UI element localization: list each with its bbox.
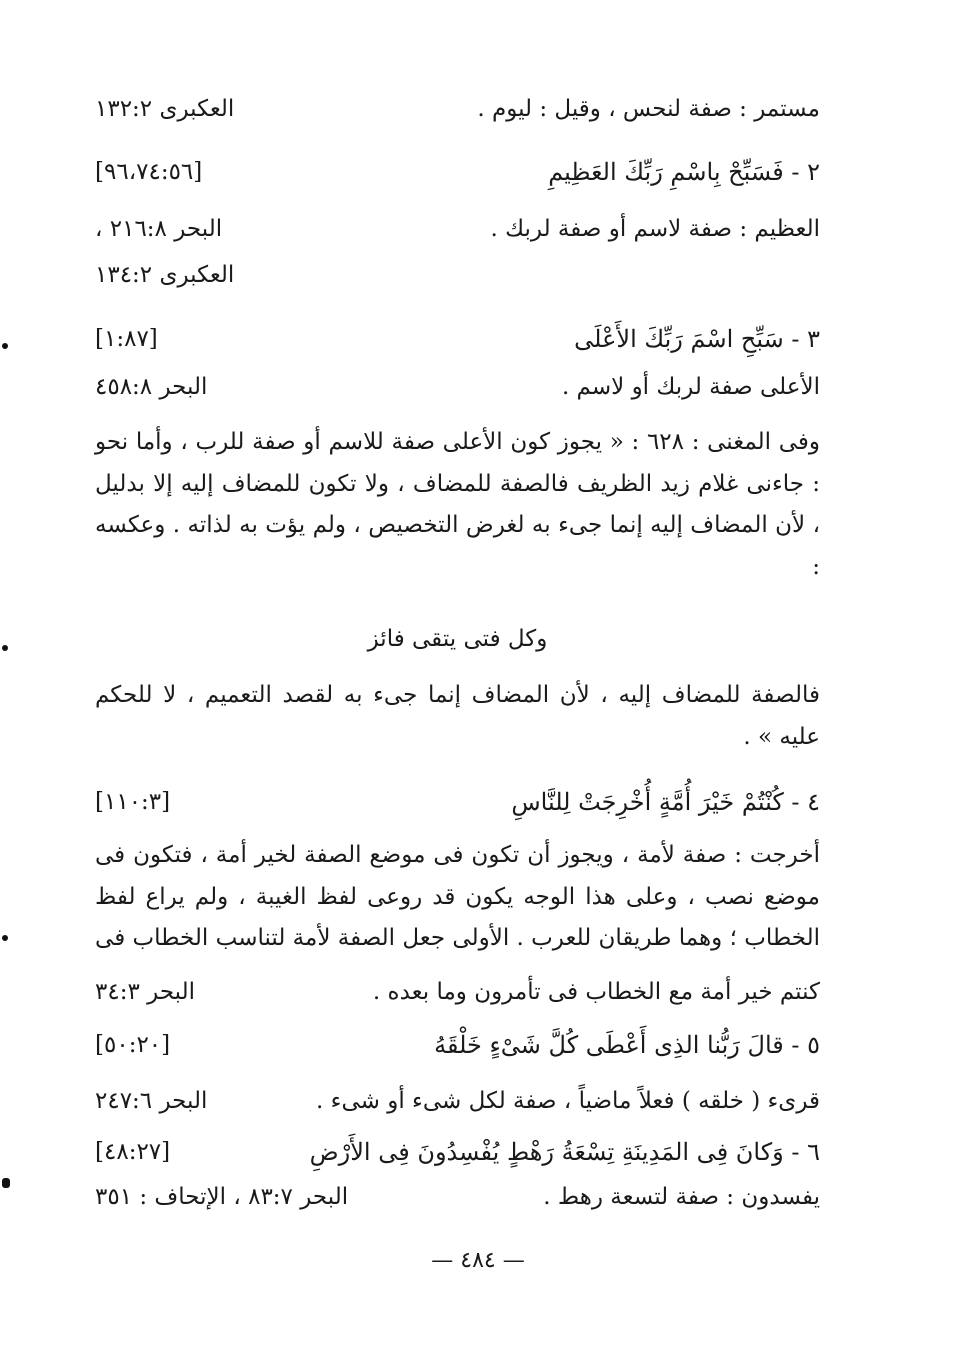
- reference: العكبرى ١٣٢:٢: [95, 96, 235, 122]
- reference: العكبرى ١٣٤:٢: [95, 262, 235, 288]
- verse-text: ٣ - سَبِّحِ اسْمَ رَبِّكَ الأَعْلَى: [574, 325, 820, 353]
- reference: البحر ٣٤:٣: [95, 979, 195, 1005]
- line-text: كنتم خير أمة مع الخطاب فى تأمرون وما بعده .: [372, 979, 820, 1005]
- verse-reference: [١:٨٧]: [95, 326, 158, 352]
- paragraph: أخرجت : صفة لأمة ، ويجوز أن تكون فى موضع الصفة لخير أمة ، فتكون فى موضع نصب ، وعلى هذا الوجه يكون قد روعى لفظ الغيبة ، ولم يراع لفظ الخطاب ؛ وهما طريقان للعرب . الأولى جعل الصفة لأمة لتناسب الخطاب فى: [95, 842, 820, 951]
- verse-reference: [١١٠:٣]: [95, 789, 171, 815]
- line-text: قرىء ( خلقه ) فعلاً ماضياً ، صفة لكل شىء أو شىء .: [316, 1088, 820, 1114]
- line-text: الأعلى صفة لربك أو لاسم .: [561, 374, 820, 400]
- reference: البحر ٤٥٨:٨: [95, 374, 208, 400]
- scan-mark: [2, 343, 8, 349]
- line-text: يفسدون : صفة لتسعة رهط .: [543, 1184, 820, 1210]
- reference: البحر ٨٣:٧ ، الإتحاف : ٣٥١: [95, 1184, 349, 1210]
- paragraph: وفى المغنى : ٦٢٨ : « يجوز كون الأعلى صفة للاسم أو صفة للرب ، وأما نحو : جاءنى غلام زيد الظريف فالصفة للمضاف ، ولا تكون للمضاف إليه إلا بدليل ، لأن المضاف إليه إنما جىء به لغرض التخصيص ، ولم يؤت به لذاته . وعكسه :: [95, 429, 820, 580]
- line-text: مستمر : صفة لنحس ، وقيل : ليوم .: [477, 96, 820, 122]
- verse-text: ٥ - قالَ رَبُّنا الذِى أَعْطَى كُلَّ شَىْءٍ خَلْقَهُ: [434, 1031, 820, 1059]
- paragraph: فالصفة للمضاف إليه ، لأن المضاف إنما جىء به لقصد التعميم ، لا للحكم عليه » .: [95, 682, 820, 750]
- verse-text: ٤ - كُنْتُمْ خَيْرَ أُمَّةٍ أُخْرِجَتْ لِلنَّاسِ: [511, 788, 820, 816]
- verse-text: ٦ - وَكانَ فِى المَدِينَةِ تِسْعَةُ رَهْطٍ يُفْسِدُونَ فِى الأَرْضِ: [309, 1138, 820, 1166]
- reference: البحر ٢٤٧:٦: [95, 1088, 208, 1114]
- poem-verse: وكل فتى يتقى فائز: [367, 626, 548, 652]
- scan-mark: [2, 1178, 10, 1188]
- line-text: العظيم : صفة لاسم أو صفة لربك .: [490, 216, 820, 242]
- verse-reference: [٥٠:٢٠]: [95, 1032, 171, 1058]
- verse-reference: [٩٦،٧٤:٥٦]: [95, 159, 203, 185]
- verse-text: ٢ - فَسَبِّحْ بِاسْمِ رَبِّكَ العَظِيمِ: [548, 158, 820, 186]
- scan-mark: [2, 935, 8, 941]
- scan-mark: [2, 645, 8, 651]
- page-number: — ٤٨٤ —: [431, 1248, 525, 1273]
- verse-reference: [٤٨:٢٧]: [95, 1139, 171, 1165]
- reference: البحر ٢١٦:٨ ،: [95, 216, 223, 242]
